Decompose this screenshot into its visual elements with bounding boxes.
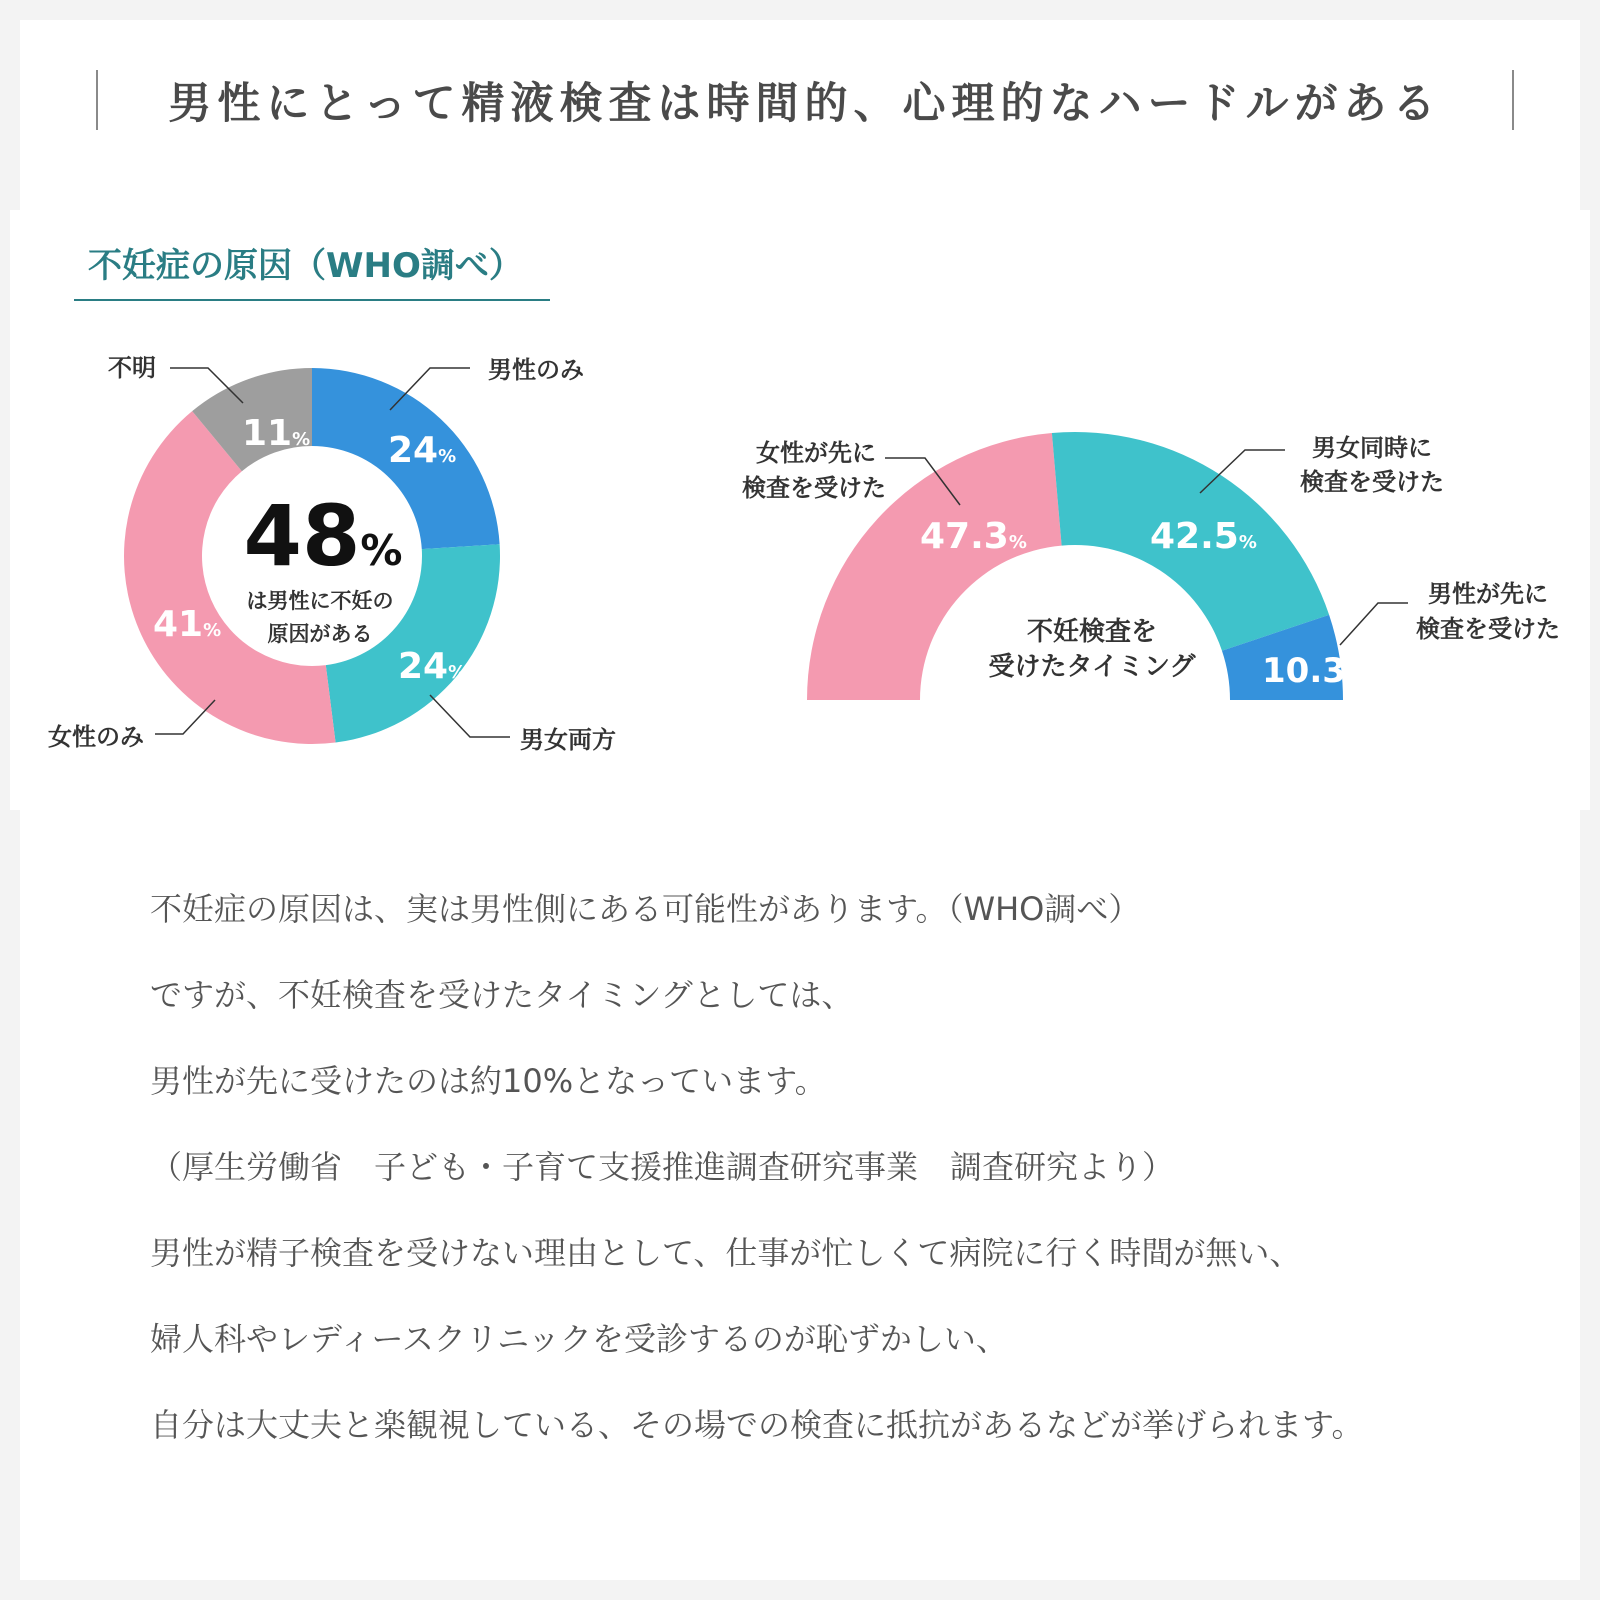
data-label-unit: % [203, 620, 222, 641]
data-label [1262, 651, 1363, 691]
category-label: 不明 [108, 354, 156, 382]
data-label-value: 47.3 [920, 516, 1009, 557]
data-label-unit: % [1345, 667, 1363, 687]
data-label-unit: % [1008, 532, 1027, 553]
category-label: 検査を受けた [1300, 468, 1444, 496]
body-line: 男性が精子検査を受けない理由として、仕事が忙しくて病院に行く時間が無い、 [150, 1234, 1302, 1272]
category-label: 女性が先に [756, 439, 876, 467]
center-caption-1: 不妊検査を [1026, 617, 1158, 647]
data-label-unit: % [448, 662, 467, 683]
data-label-value: 41 [153, 604, 204, 645]
center-value-number: 48 [243, 487, 361, 585]
body-text [150, 888, 1470, 1490]
category-label: 男性のみ [488, 356, 584, 384]
body-line: 男性が先に受けたのは約10%となっています。 [150, 1062, 827, 1100]
body-line: （厚生労働省 子ども・子育て支援推進調査研究事業 調査研究より） [150, 1148, 1175, 1186]
body-line: 婦人科やレディースクリニックを受診するのが恥ずかしい、 [150, 1320, 1008, 1358]
category-label: 検査を受けた [742, 474, 886, 502]
category-label: 男女両方 [520, 726, 616, 754]
semi-donut-chart [742, 432, 1560, 700]
body-line: ですが、不妊検査を受けたタイミングとしては、 [150, 976, 854, 1014]
data-label-value: 24 [388, 430, 439, 471]
category-label: 検査を受けた [1416, 615, 1560, 643]
data-label-unit: % [1238, 532, 1257, 553]
data-label-value: 42.5 [1150, 516, 1239, 557]
data-label-unit: % [292, 429, 311, 450]
data-label-value: 11 [242, 413, 293, 454]
page-title: 男性にとって精液検査は時間的、心理的なハードルがある [168, 78, 1442, 129]
category-label: 女性のみ [48, 723, 144, 751]
leader-line [1340, 603, 1408, 645]
data-label-value: 10.3 [1262, 651, 1346, 691]
body-line: 自分は大丈夫と楽観視している、その場での検査に抵抗があるなどが挙げられます。 [150, 1406, 1364, 1444]
category-label: 男性が先に [1428, 580, 1548, 608]
body-line: 不妊症の原因は、実は男性側にある可能性があります。（WHO調べ） [150, 890, 1141, 928]
section-title: 不妊症の原因（WHO調べ） [88, 246, 523, 286]
data-label-value: 24 [398, 646, 449, 687]
category-label: 男女同時に [1312, 434, 1432, 462]
donut-chart [48, 354, 616, 754]
center-caption-2: 受けたタイミング [988, 652, 1196, 682]
center-value [244, 487, 403, 585]
center-caption-2: 原因がある [267, 622, 373, 646]
leader-line [430, 695, 510, 737]
center-value-unit: % [360, 526, 403, 575]
data-label-unit: % [438, 446, 457, 467]
center-caption-1: は男性に不妊の [246, 589, 394, 613]
